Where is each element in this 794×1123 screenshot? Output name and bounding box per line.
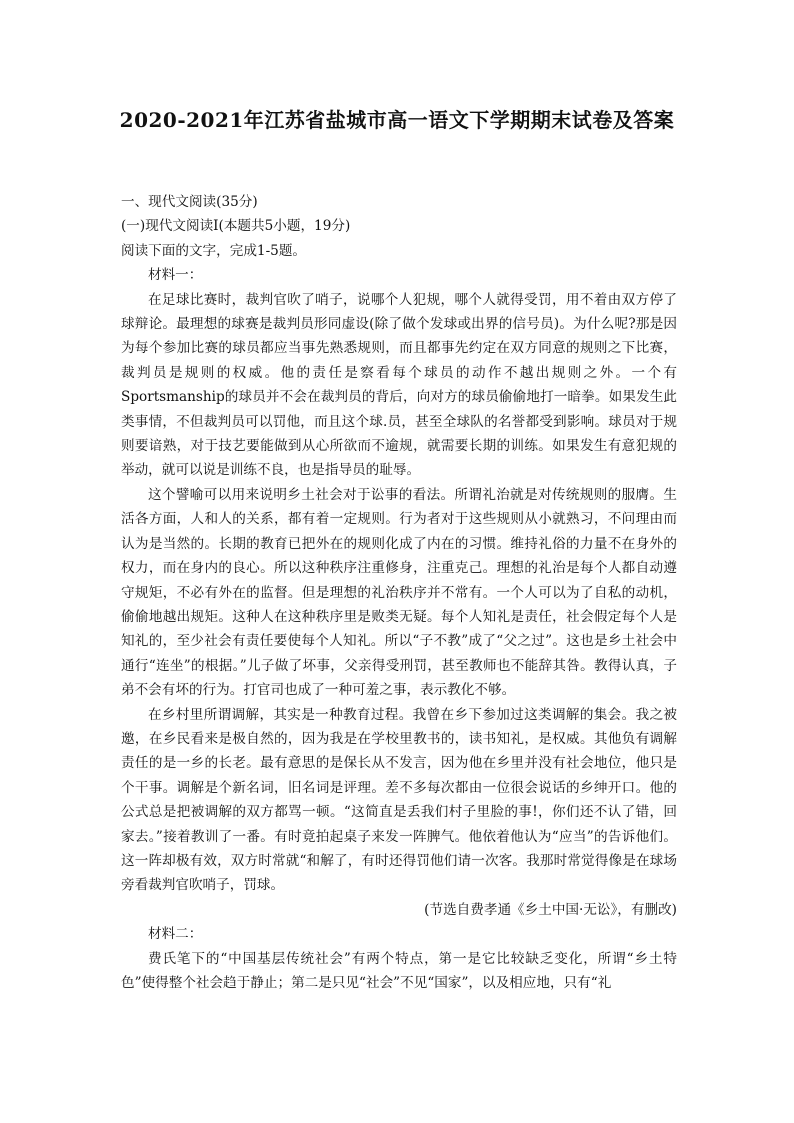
- reading-instruction: 阅读下面的文字，完成1-5题。: [121, 242, 307, 259]
- material-two-paragraph: 费氏笔下的“中国基层传统社会”有两个特点，第一是它比较缺乏变化，所谓“乡土特色”使得整个社会趋于静止；第二是只见“社会”不见“国家”，以及相应地，只有“礼: [121, 950, 677, 991]
- section-heading: 一、现代文阅读(35分): [121, 194, 258, 210]
- document-title: 2020-2021年江苏省盐城市高一语文下学期期末试卷及答案: [119, 108, 675, 132]
- subsection-heading: (一)现代文阅读Ⅰ(本题共5小题，19分): [121, 218, 351, 235]
- material-one-paragraph: 在乡村里所谓调解，其实是一种教育过程。我曾在乡下参加过这类调解的集会。我之被邀，在乡民看来是极自然的，因为我是在学校里教书的，读书知礼，是权威。其他负有调解责任的是一乡的长老。最有意思的是保长从不发言，因为他在乡里并没有社会地位，他只是个干事。调解是个新名词，旧名词是评理。差不多每次都由一位很会说话的乡绅开口。他的公式总是把被调解的双方都骂一顿。“这简直是丢我们村子里脸的事!，你们还不认了错，回家去。”接着教训了一番。有时竟拍起桌子来发一阵脾气。他依着他认为“应当”的告诉他们。这一阵却极有效，双方时常就“和解了，有时还得罚他们请一次客。我那时常觉得像是在球场旁看裁判官吹哨子，罚球。: [121, 706, 677, 894]
- material-two-label: 材料二：: [148, 926, 203, 943]
- material-one-label: 材料一：: [148, 267, 203, 284]
- source-attribution: (节选自费孝通《乡土中国·无讼》，有删改): [424, 901, 677, 918]
- material-one-paragraph: 这个譬喻可以用来说明乡土社会对于讼事的看法。所谓礼治就是对传统规则的服膺。生活各方面，人和人的关系，都有着一定规则。行为者对于这些规则从小就熟习，不问理由而认为是当然的。长期的教育已把外在的规则化成了内在的习惯。维持礼俗的力量不在身外的权力，而在身内的良心。所以这种秩序注重修身，注重克己。理想的礼治是每个人都自动遵守规矩，不必有外在的监督。但是理想的礼治秩序并不常有。一个人可以为了自私的动机，偷偷地越出规矩。这种人在这种秩序里是败类无疑。每个人知礼是责任，社会假定每个人是知礼的，至少社会有责任要使每个人知礼。所以“子不教”成了“父之过”。这也是乡土社会中通行“连坐”的根据。”儿子做了坏事，父亲得受刑罚，甚至教师也不能辞其咎。教得认真，子弟不会有坏的行为。打官司也成了一种可羞之事，表示教化不够。: [121, 486, 677, 699]
- document-body: [121, 190, 677, 995]
- material-one-paragraph: 在足球比赛时，裁判官吹了哨子，说哪个人犯规，哪个人就得受罚，用不着由双方停了球辩论。最理想的球赛是裁判员形同虚设(除了做个发球或出界的信号员)。为什么呢?那是因为每个参加比赛的球员都应当事先熟悉规则，而且都事先约定在双方同意的规则之下比赛，裁判员是规则的权威。他的责任是察看每个球员的动作不越出规则之外。一个有Sportsmanship的球员并不会在裁判员的背后，向对方的球员偷偷地打一暗拳。如果发生此类事情，不但裁判员可以罚他，而且这个球.员，甚至全球队的名誉都受到影响。球员对于规则要谙熟，对于技艺要能做到从心所欲而不逾规，就需要长期的训练。如果发生有意犯规的举动，就可以说是训练不良，也是指导员的耻辱。: [121, 291, 677, 479]
